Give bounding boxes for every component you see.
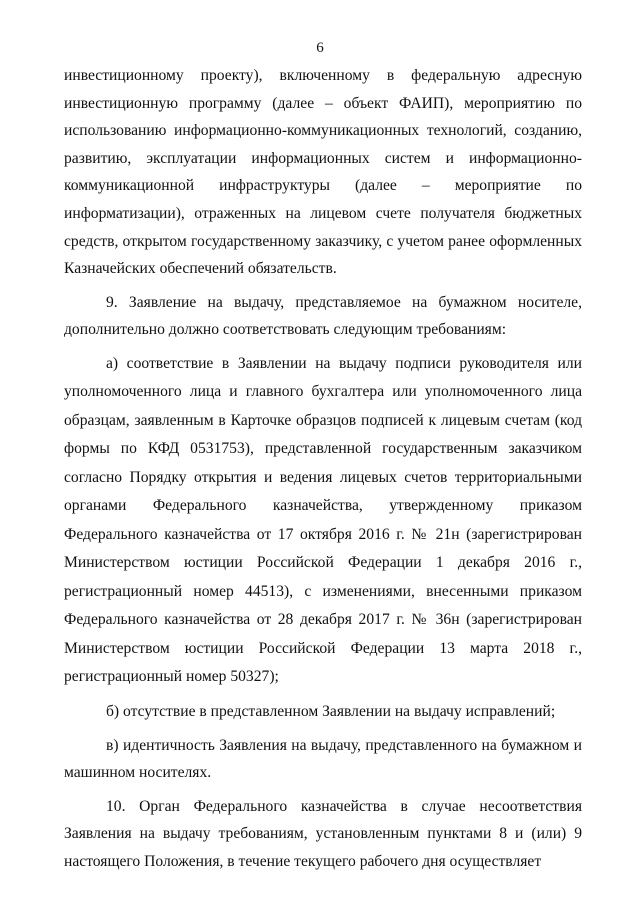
- paragraph-continuation: инвестиционному проекту), включенному в федеральную адресную инвестиционную программу (далее – объект ФАИП), мероприятию по использованию информационно-коммуникационных технологий, созданию, развитию, эксплуатации информационных систем и информационно-коммуникационной инфраструктуры (далее – мероприятие по информатизации), отраженных на лицевом счете получателя бюджетных средств, открытом государственному заказчику, с учетом ранее оформленных Казначейских обеспечений обязательств.: [64, 67, 582, 278]
- paragraph-item-9: 9. Заявление на выдачу, представляемое на бумажном носителе, дополнительно должно соответствовать следующим требованиям:: [64, 293, 582, 339]
- document-body: [64, 62, 582, 876]
- paragraph-subitem-a: а) соответствие в Заявлении на выдачу подписи руководителя или уполномоченного лица и главного бухгалтера или уполномоченного лица образцам, заявленным в Карточке образцов подписей к лицевым счетам (код формы по КФД 0531753), представленной государственным заказчиком согласно Порядку открытия и ведения лицевых счетов территориальными органами Федерального казначейства, утвержденному приказом Федерального казначейства от 17 октября 2016 г. № 21н (зарегистрирован Министерством юстиции Российской Федерации 1 декабря 2016 г., регистрационный номер 44513), с изменениями, внесенными приказом Федерального казначейства от 28 декабря 2017 г. № 36н (зарегистрирован Министерством юстиции Российской Федерации 13 марта 2018 г., регистрационный номер 50327);: [64, 354, 582, 686]
- paragraph-subitem-b: б) отсутствие в представленном Заявлении на выдачу исправлений;: [106, 702, 556, 720]
- paragraph-subitem-v: в) идентичность Заявления на выдачу, представленного на бумажном и машинном носителях.: [64, 736, 582, 782]
- paragraph-item-10: 10. Орган Федерального казначейства в случае несоответствия Заявления на выдачу требованиям, установленным пунктами 8 и (или) 9 настоящего Положения, в течение текущего рабочего дня осуществляет: [64, 797, 582, 870]
- page-number: 6: [316, 40, 324, 56]
